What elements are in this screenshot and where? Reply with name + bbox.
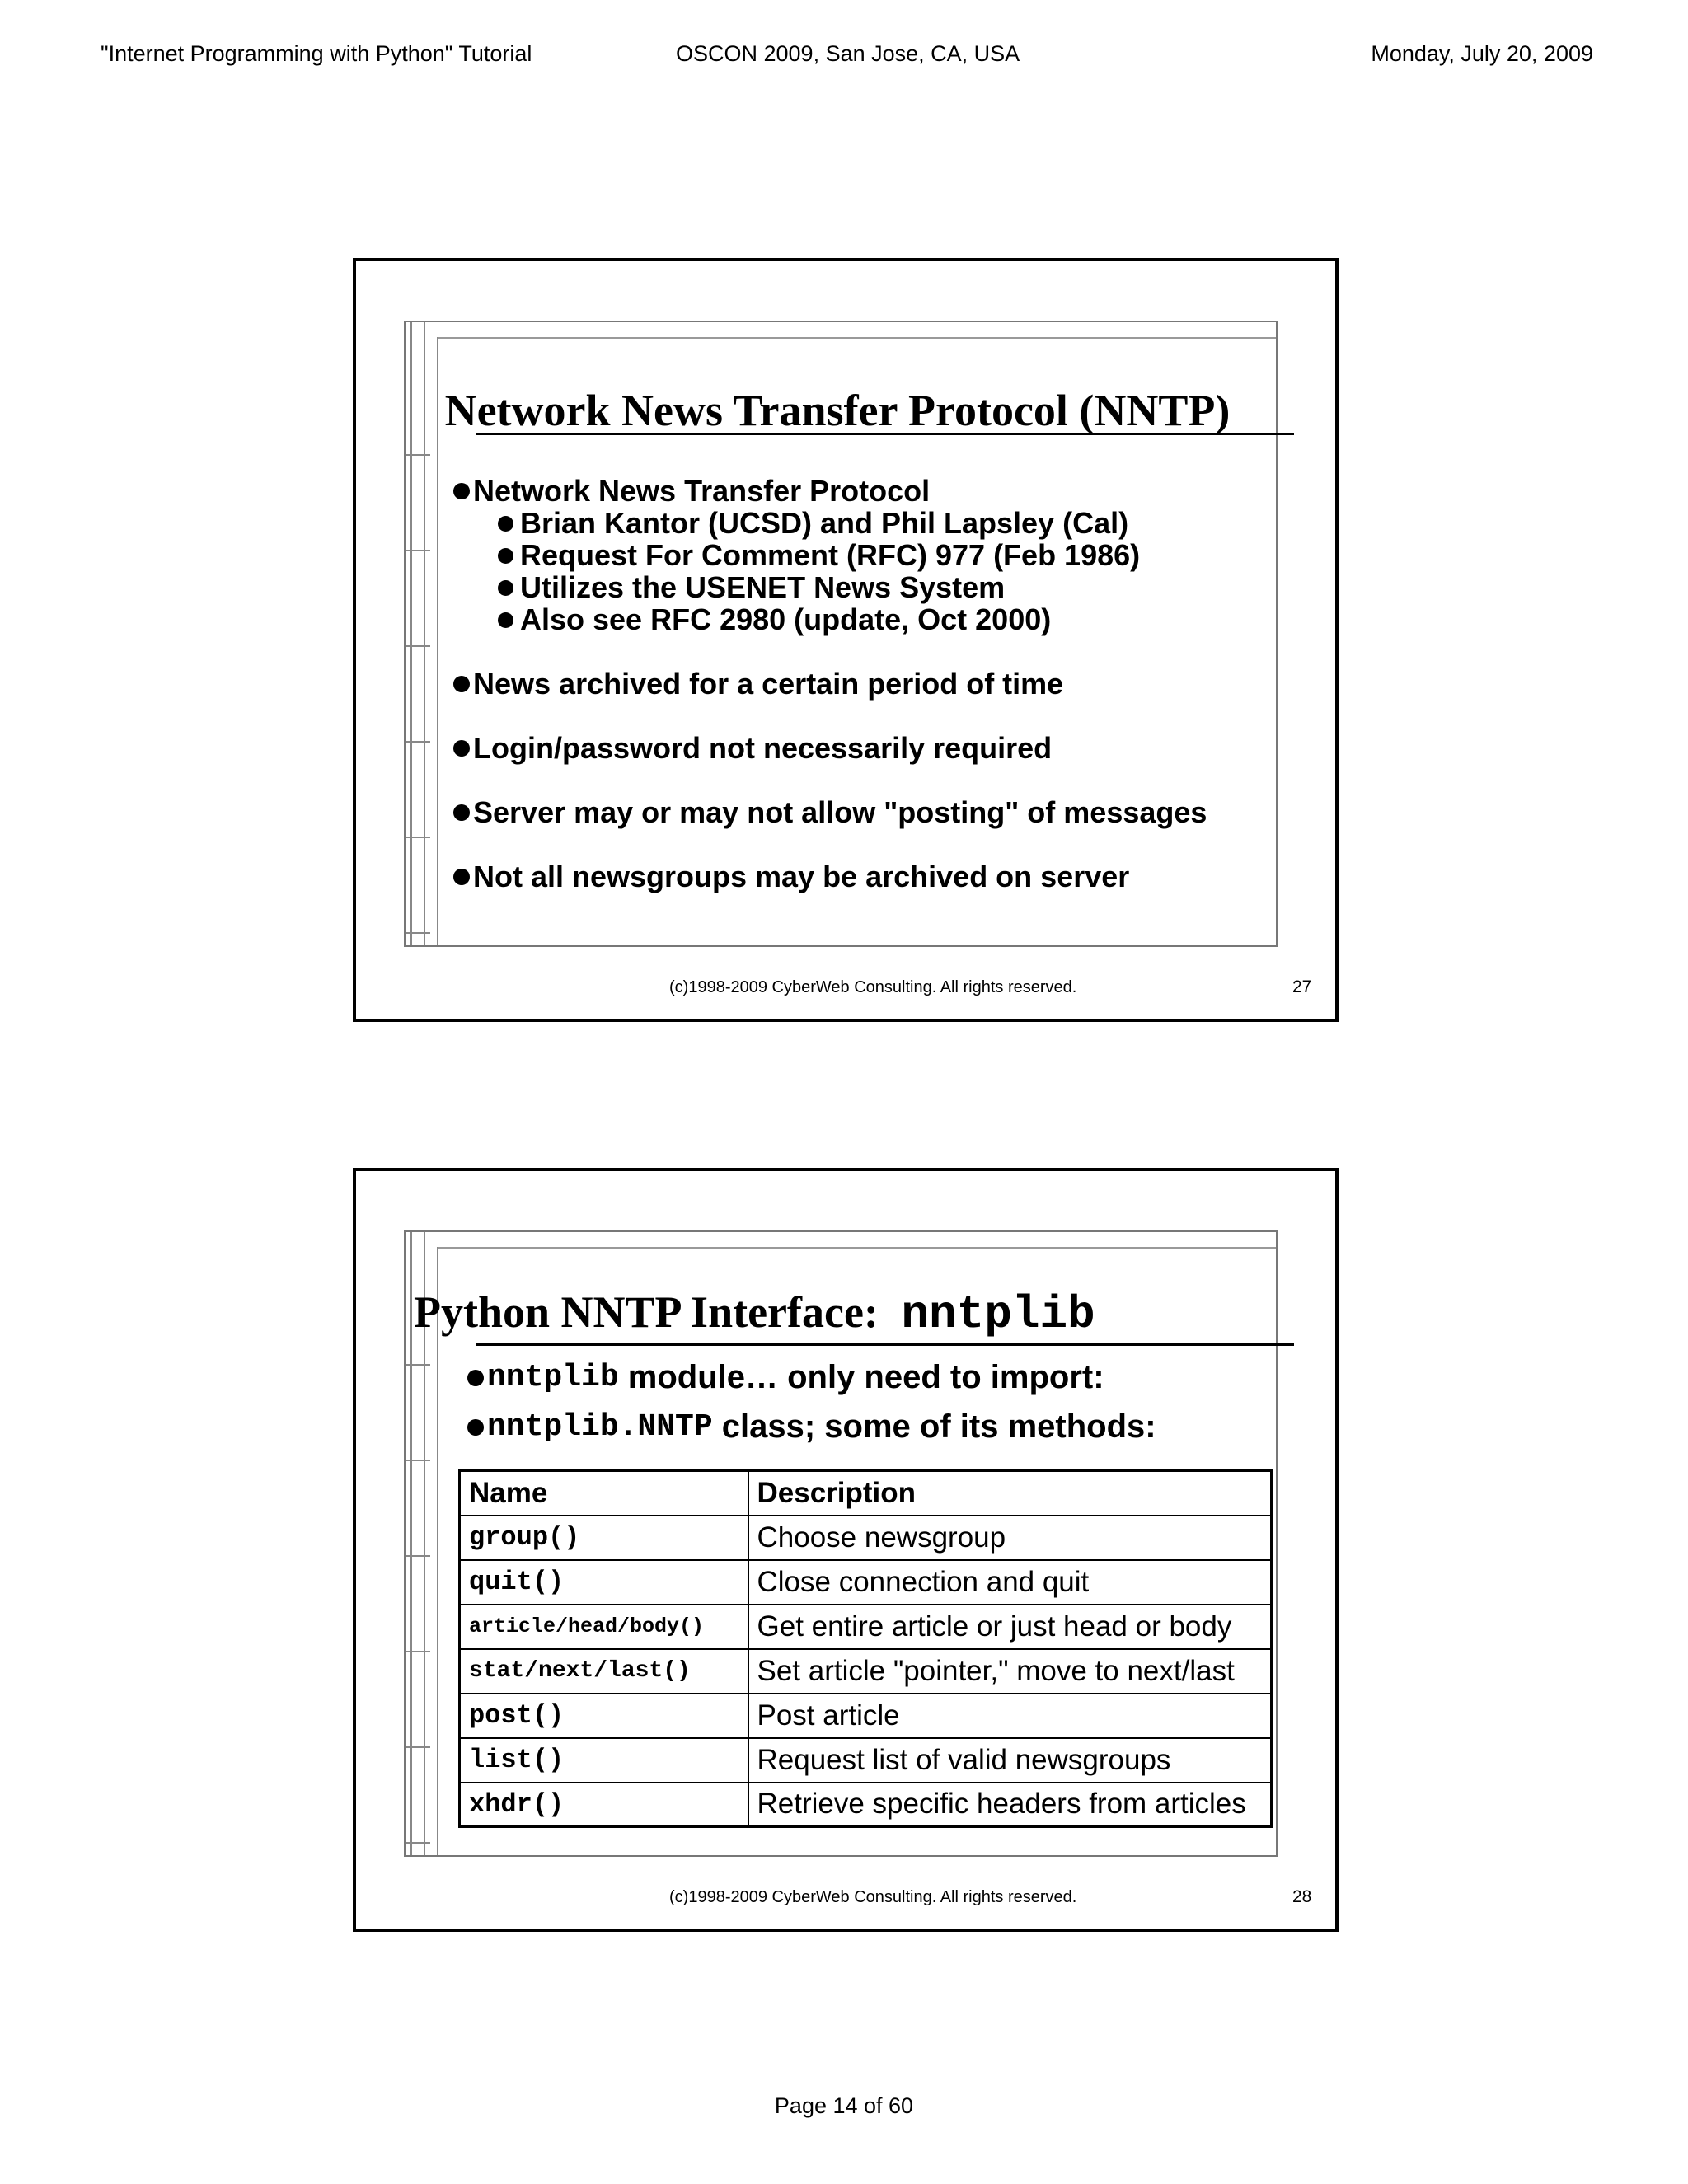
bullet-item (453, 474, 930, 509)
panel-inner-rule (438, 337, 1276, 339)
page-number: Page 14 of 60 (774, 2093, 914, 2118)
bullet-dot-icon (498, 548, 513, 564)
slide-title-code: nntplib (901, 1288, 1095, 1341)
panel-rail-tick (406, 550, 430, 551)
bullet-dot-icon (453, 740, 470, 757)
method-description: Get entire article or just head or body (748, 1605, 1272, 1649)
table-header-description: Description (748, 1471, 1272, 1516)
slide-number: 28 (1292, 1887, 1312, 1906)
method-description: Post article (748, 1694, 1272, 1738)
bullet-text: Network News Transfer Protocol (473, 474, 931, 508)
table-row (460, 1605, 1272, 1649)
panel-inner-rule (438, 1247, 1276, 1249)
table-row (460, 1560, 1272, 1605)
bullet-code: nntplib (487, 1360, 619, 1395)
slide-27 (353, 258, 1339, 1022)
bullet-item (467, 1359, 1104, 1396)
method-description: Request list of valid newsgroups (748, 1738, 1272, 1783)
slide-number: 27 (1292, 977, 1312, 996)
panel-rail-tick (406, 741, 430, 743)
bullet-text: Not all newsgroups may be archived on server (473, 860, 1130, 893)
bullet-item (453, 731, 1052, 766)
panel-rail-tick (406, 1555, 430, 1557)
bullet-text: News archived for a certain period of time (473, 667, 1064, 701)
panel-rail-tick (406, 1842, 430, 1844)
method-description: Choose newsgroup (748, 1516, 1272, 1560)
method-name: group() (460, 1516, 748, 1560)
method-name: post() (460, 1694, 748, 1738)
bullet-dot-icon (467, 1370, 484, 1386)
panel-rail-tick (406, 454, 430, 456)
table-header-row (460, 1471, 1272, 1516)
sub-bullet-item (498, 506, 1128, 541)
panel-rail-tick (406, 1364, 430, 1366)
table-row (460, 1649, 1272, 1694)
bullet-dot-icon (453, 804, 470, 821)
table-header-name: Name (460, 1471, 748, 1516)
sub-bullet-text: Request For Comment (RFC) 977 (Feb 1986) (520, 538, 1141, 572)
sub-bullet-text: Utilizes the USENET News System (520, 570, 1006, 604)
slide-28 (353, 1168, 1339, 1932)
bullet-text: Server may or may not allow "posting" of messages (473, 795, 1207, 829)
bullet-dot-icon (467, 1419, 484, 1436)
bullet-code: nntplib.NNTP (487, 1409, 713, 1445)
header-conference: OSCON 2009, San Jose, CA, USA (676, 41, 1020, 66)
bullet-item (453, 795, 1207, 830)
sub-bullet-text: Also see RFC 2980 (update, Oct 2000) (520, 602, 1052, 636)
method-name: article/head/body() (460, 1605, 748, 1649)
bullet-item (453, 860, 1129, 894)
sub-bullet-text: Brian Kantor (UCSD) and Phil Lapsley (Cal) (520, 506, 1129, 540)
method-description: Close connection and quit (748, 1560, 1272, 1605)
bullet-text: Login/password not necessarily required (473, 731, 1053, 765)
table-row (460, 1516, 1272, 1560)
panel-rail-tick (406, 837, 430, 838)
sub-bullet-item (498, 570, 1005, 605)
slide-footer: (c)1998-2009 CyberWeb Consulting. All rights reserved. (669, 978, 1077, 996)
title-underline (476, 433, 1294, 435)
slide-footer: (c)1998-2009 CyberWeb Consulting. All rights reserved. (669, 1888, 1077, 1906)
slide-title: Network News Transfer Protocol (NNTP) (444, 386, 1231, 435)
panel-rail-tick (406, 1746, 430, 1748)
sub-bullet-item (498, 538, 1140, 573)
header-tutorial-title: "Internet Programming with Python" Tutorial (101, 41, 532, 66)
bullet-dot-icon (453, 483, 470, 499)
slide-title-text: Python NNTP Interface: (414, 1287, 879, 1337)
bullet-dot-icon (453, 869, 470, 885)
table-row (460, 1694, 1272, 1738)
panel-rail-tick (406, 645, 430, 647)
methods-table (458, 1469, 1273, 1828)
method-name: list() (460, 1738, 748, 1783)
table-row (460, 1738, 1272, 1783)
bullet-item (467, 1408, 1156, 1446)
title-underline (476, 1343, 1294, 1346)
bullet-text: module… only need to import: (618, 1359, 1104, 1395)
slide-title (414, 1286, 1095, 1341)
panel-rail-tick (406, 1651, 430, 1652)
sub-bullet-item (498, 602, 1051, 637)
panel-rail-tick (406, 932, 430, 934)
panel-rail (410, 1232, 412, 1855)
bullet-dot-icon (498, 612, 513, 628)
bullet-dot-icon (498, 516, 513, 532)
bullet-item (453, 667, 1063, 701)
method-name: xhdr() (460, 1783, 748, 1827)
bullet-text: class; some of its methods: (712, 1408, 1156, 1445)
panel-rail-tick (406, 1460, 430, 1461)
method-description: Set article "pointer," move to next/last (748, 1649, 1272, 1694)
method-name: quit() (460, 1560, 748, 1605)
method-name: stat/next/last() (460, 1649, 748, 1694)
bullet-dot-icon (453, 676, 470, 692)
table-row (460, 1783, 1272, 1827)
method-description: Retrieve specific headers from articles (748, 1783, 1272, 1827)
header-date: Monday, July 20, 2009 (1371, 41, 1593, 66)
bullet-dot-icon (498, 580, 513, 596)
